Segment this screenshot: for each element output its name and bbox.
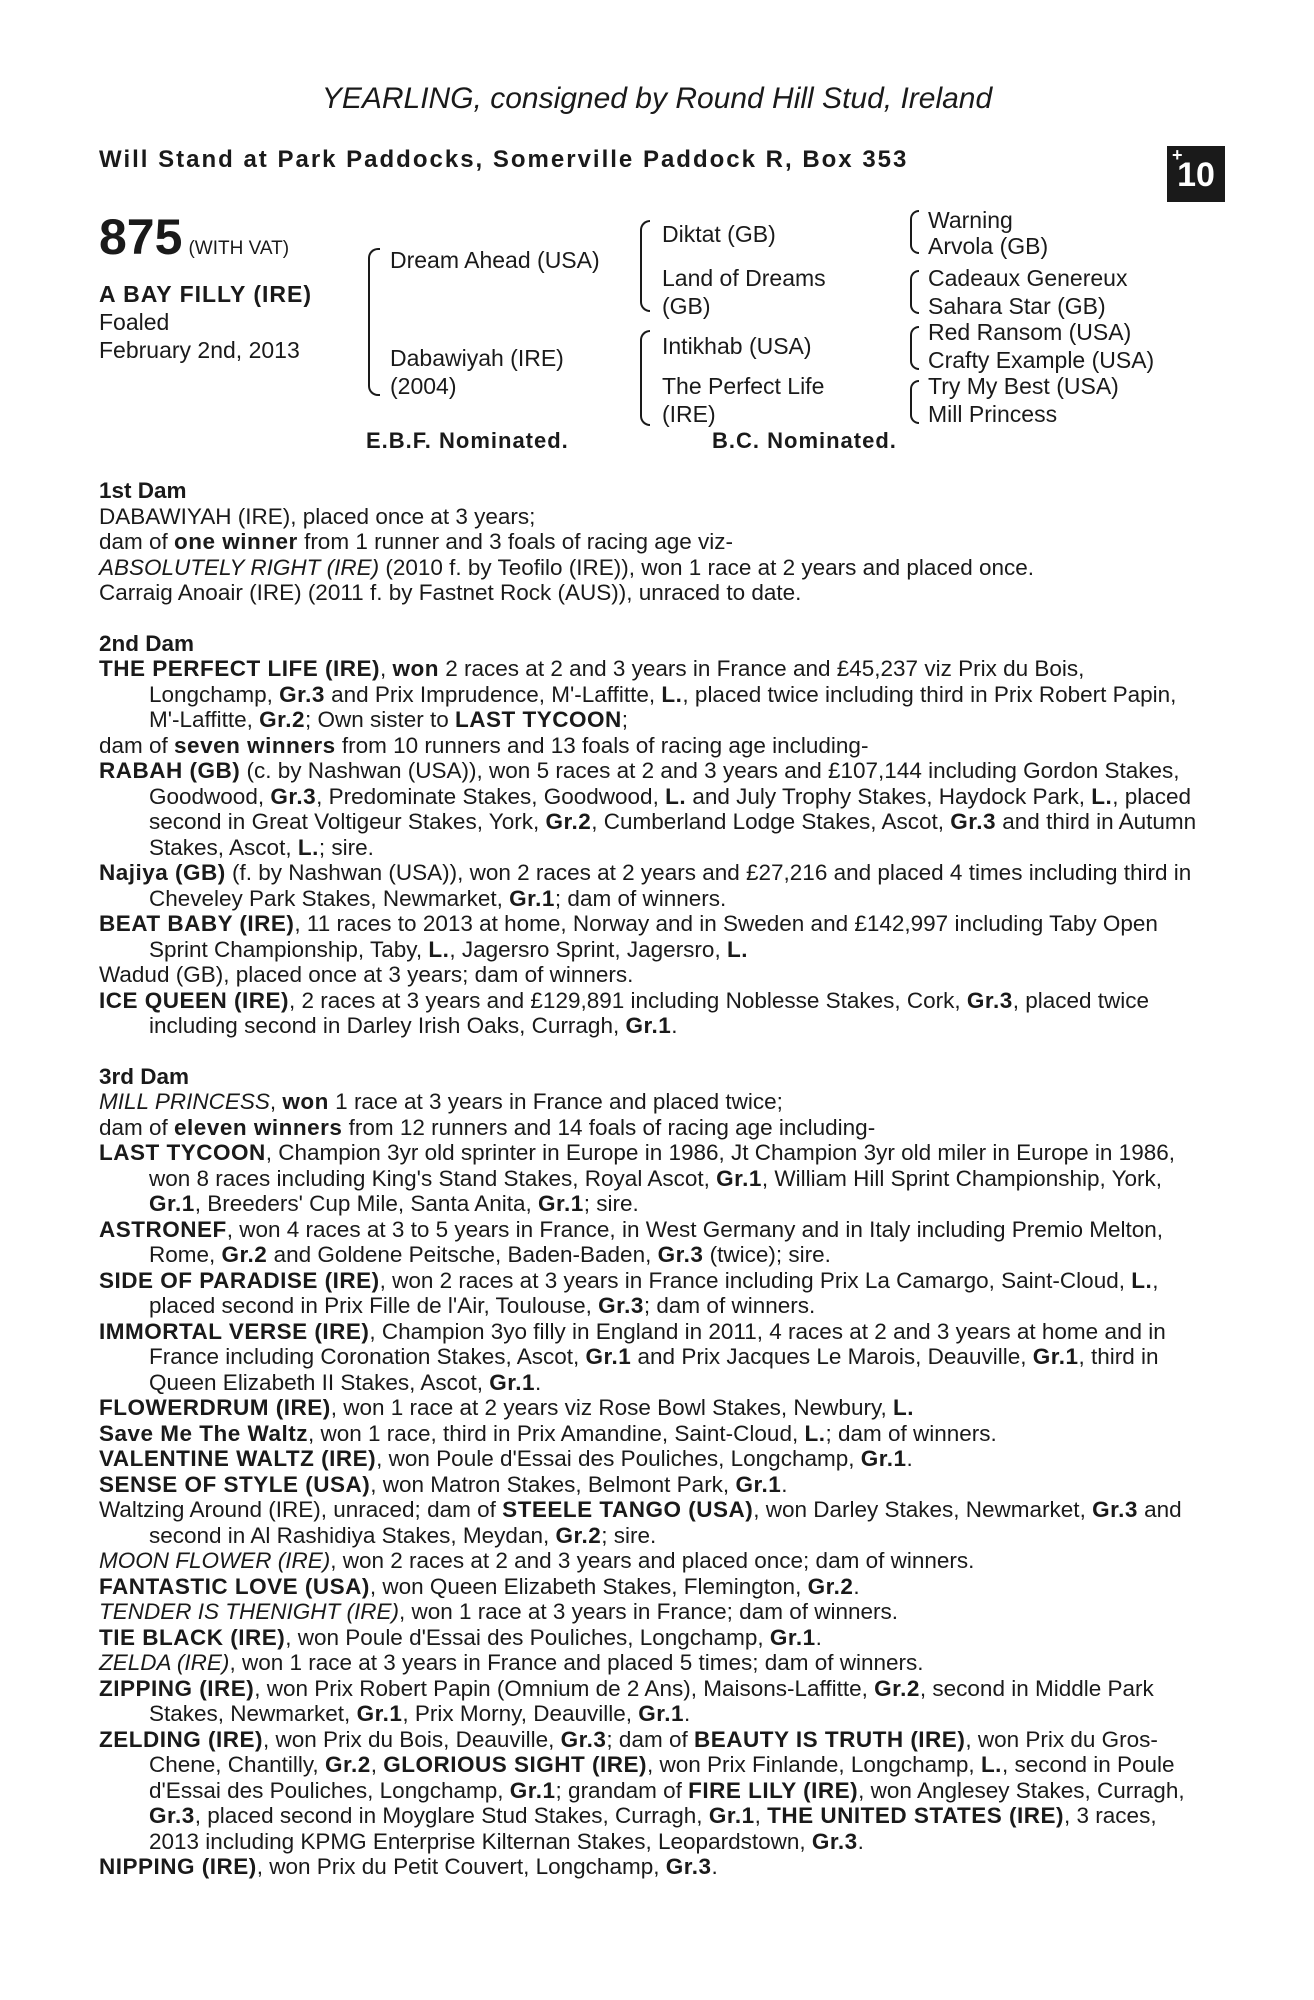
produce-item: MOON FLOWER (IRE), won 2 races at 2 and 3 years and placed once; dam of winners.	[99, 1548, 975, 1573]
pedigree-brace-1	[368, 248, 380, 396]
dam-sire: Intikhab (USA)	[662, 333, 812, 359]
produce-item: IMMORTAL VERSE (IRE), Champion 3yo filly in England in 2011, 4 races at 2 and 3 years at home and in France including Coronation Stakes, Ascot, Gr.1 and Prix Jacques Le Marois, Deauville, Gr.1, third in Queen Elizabeth II Stakes, Ascot, Gr.1.	[99, 1318, 1166, 1395]
horse-name: A BAY FILLY (IRE)	[99, 281, 312, 307]
produce-item: LAST TYCOON, Champion 3yr old sprinter in Europe in 1986, Jt Champion 3yr old miler in Europe in 1986, won 8 races including King's Stand Stakes, Royal Ascot, Gr.1, William Hill Sprint Championship, York, Gr.1, Breeders' Cup Mile, Santa Anita, Gr.1; sire.	[99, 1140, 1175, 1216]
produce-item: ZELDING (IRE), won Prix du Bois, Deauville, Gr.3; dam of BEAUTY IS TRUTH (IRE), won Prix du Gros-Chene, Chantilly, Gr.2, GLORIOUS SIGHT (IRE), won Prix Finlande, Longchamp, L., second in Poule d'Essai des Pouliches, Longchamp, Gr.1; grandam of FIRE LILY (IRE), won Anglesey Stakes, Curragh, Gr.3, placed second in Moyglare Stud Stakes, Curragh, Gr.1, THE UNITED STATES (IRE), 3 races, 2013 including KPMG Enterprise Kilternan Stakes, Leopardstown, Gr.3.	[99, 1726, 1185, 1854]
ped-ddd: Mill Princess	[928, 401, 1058, 427]
ped-sds: Cadeaux Genereux	[928, 265, 1128, 291]
produce-item: ASTRONEF, won 4 races at 3 to 5 years in France, in West Germany and in Italy including Premio Melton, Rome, Gr.2 and Goldene Peitsche, Baden-Baden, Gr.3 (twice); sire.	[99, 1216, 1164, 1267]
ped-dsd: Crafty Example (USA)	[928, 347, 1155, 373]
sire-dam-country: (GB)	[662, 293, 711, 319]
horse-info	[99, 280, 312, 364]
pedigree-brace-7	[910, 380, 919, 424]
badge-number: 10	[1177, 156, 1215, 194]
vat-label: (WITH VAT)	[188, 238, 290, 259]
ped-sss: Warning	[928, 207, 1013, 233]
produce-item: ABSOLUTELY RIGHT (IRE) (2010 f. by Teofilo (IRE)), won 1 race at 2 years and placed once.	[99, 554, 1035, 580]
ped-sdd: Sahara Star (GB)	[928, 293, 1106, 319]
pedigree-brace-3	[640, 330, 650, 426]
dam-year: (2004)	[390, 373, 457, 399]
sire: Dream Ahead (USA)	[390, 247, 600, 273]
produce-item: ICE QUEEN (IRE), 2 races at 3 years and £129,891 including Noblesse Stakes, Cork, Gr.3, placed twice including second in Darley Irish Oaks, Curragh, Gr.1.	[99, 987, 1150, 1038]
produce-item: NIPPING (IRE), won Prix du Petit Couvert, Longchamp, Gr.3.	[99, 1854, 718, 1879]
pedigree-brace-4	[910, 210, 919, 254]
produce-item: BEAT BABY (IRE), 11 races to 2013 at home, Norway and in Sweden and £142,997 including Taby Open Sprint Championship, Taby, L., Jagersro Sprint, Jagersro, L.	[99, 911, 1158, 962]
produce-item: ZIPPING (IRE), won Prix Robert Papin (Omnium de 2 Ans), Maisons-Laffitte, Gr.2, second in Middle Park Stakes, Newmarket, Gr.1, Prix Morny, Deauville, Gr.1.	[99, 1675, 1154, 1726]
third-dam-produce: dam of eleven winners from 12 runners and 14 foals of racing age including-	[99, 1114, 876, 1140]
pedigree-brace-5	[910, 270, 919, 314]
foaled-label: Foaled	[99, 309, 170, 335]
third-dam-heading: 3rd Dam	[99, 1063, 190, 1089]
pedigree-brace-6	[910, 326, 919, 370]
second-dam-heading: 2nd Dam	[99, 630, 195, 656]
dam-dam-country: (IRE)	[662, 401, 716, 427]
sire-sire: Diktat (GB)	[662, 221, 776, 247]
foaled-date: February 2nd, 2013	[99, 337, 300, 363]
ped-ssd: Arvola (GB)	[928, 233, 1049, 259]
produce-item: Carraig Anoair (IRE) (2011 f. by Fastnet Rock (AUS)), unraced to date.	[99, 580, 802, 605]
ebf-nomination: E.B.F. Nominated.	[366, 428, 569, 453]
produce-item: Najiya (GB) (f. by Nashwan (USA)), won 2 races at 2 years and £27,216 and placed 4 times including third in Cheveley Park Stakes, Newmarket, Gr.1; dam of winners.	[99, 860, 1192, 911]
first-dam-heading: 1st Dam	[99, 478, 187, 503]
ped-dds: Try My Best (USA)	[928, 373, 1119, 399]
produce-item: Wadud (GB), placed once at 3 years; dam of winners.	[99, 962, 634, 987]
produce-item: TIE BLACK (IRE), won Poule d'Essai des Pouliches, Longchamp, Gr.1.	[99, 1624, 822, 1650]
produce-item: VALENTINE WALTZ (IRE), won Poule d'Essai des Pouliches, Longchamp, Gr.1.	[99, 1446, 913, 1471]
dam: Dabawiyah (IRE)	[390, 345, 564, 371]
lot-num: 875	[99, 209, 183, 265]
plus-icon: +	[1172, 145, 1183, 165]
pedigree-brace-2	[640, 220, 650, 312]
produce-item: SENSE OF STYLE (USA), won Matron Stakes, Belmont Park, Gr.1.	[99, 1471, 788, 1497]
stand-location: Will Stand at Park Paddocks, Somerville Paddock R, Box 353	[99, 146, 909, 173]
produce-item: RABAH (GB) (c. by Nashwan (USA)), won 5 races at 2 and 3 years and £107,144 including Gordon Stakes, Goodwood, Gr.3, Predominate Stakes, Goodwood, L. and July Trophy Stakes, Haydock Park, L., placed second in Great Voltigeur Stakes, York, Gr.2, Cumberland Lodge Stakes, Ascot, Gr.3 and third in Autumn Stakes, Ascot, L.; sire.	[99, 758, 1197, 860]
produce-item: SIDE OF PARADISE (IRE), won 2 races at 3 years in France including Prix La Camargo, Saint-Cloud, L., placed second in Prix Fille de l'Air, Toulouse, Gr.3; dam of winners.	[99, 1267, 1159, 1318]
dam-dam: The Perfect Life	[662, 373, 825, 399]
second-dam-produce: dam of seven winners from 10 runners and 13 foals of racing age including-	[99, 732, 869, 758]
sire-dam: Land of Dreams	[662, 265, 826, 291]
produce-item: FANTASTIC LOVE (USA), won Queen Elizabeth Stakes, Flemington, Gr.2.	[99, 1573, 860, 1599]
produce-item: Save Me The Waltz, won 1 race, third in Prix Amandine, Saint-Cloud, L.; dam of winners.	[99, 1420, 997, 1446]
lot-number	[99, 208, 289, 266]
produce-item: Waltzing Around (IRE), unraced; dam of STEELE TANGO (USA), won Darley Stakes, Newmarket, Gr.3 and second in Al Rashidiya Stakes, Meydan, Gr.2; sire.	[99, 1497, 1182, 1548]
lot-badge	[1167, 146, 1225, 202]
produce-item: TENDER IS THENIGHT (IRE), won 1 race at 3 years in France; dam of winners.	[99, 1599, 898, 1624]
bc-nomination: B.C. Nominated.	[712, 428, 897, 453]
produce-item: FLOWERDRUM (IRE), won 1 race at 2 years viz Rose Bowl Stakes, Newbury, L.	[99, 1395, 915, 1420]
catalogue-body	[99, 478, 1209, 1880]
first-dam-produce: dam of one winner from 1 runner and 3 foals of racing age viz-	[99, 529, 734, 554]
first-dam-line: DABAWIYAH (IRE), placed once at 3 years;	[99, 503, 536, 529]
third-dam-line: MILL PRINCESS, won 1 race at 3 years in France and placed twice;	[99, 1089, 783, 1114]
ped-dss: Red Ransom (USA)	[928, 319, 1132, 345]
page-title: YEARLING, consigned by Round Hill Stud, Ireland	[321, 82, 993, 115]
produce-item: ZELDA (IRE), won 1 race at 3 years in France and placed 5 times; dam of winners.	[99, 1650, 924, 1675]
second-dam-line: THE PERFECT LIFE (IRE), won 2 races at 2 and 3 years in France and £45,237 viz Prix du Bois, Longchamp, Gr.3 and Prix Imprudence, M'-Laffitte, L., placed twice including third in Prix Robert Papin, M'-Laffitte, Gr.2; Own sister to LAST TYCOON;	[99, 656, 1177, 732]
